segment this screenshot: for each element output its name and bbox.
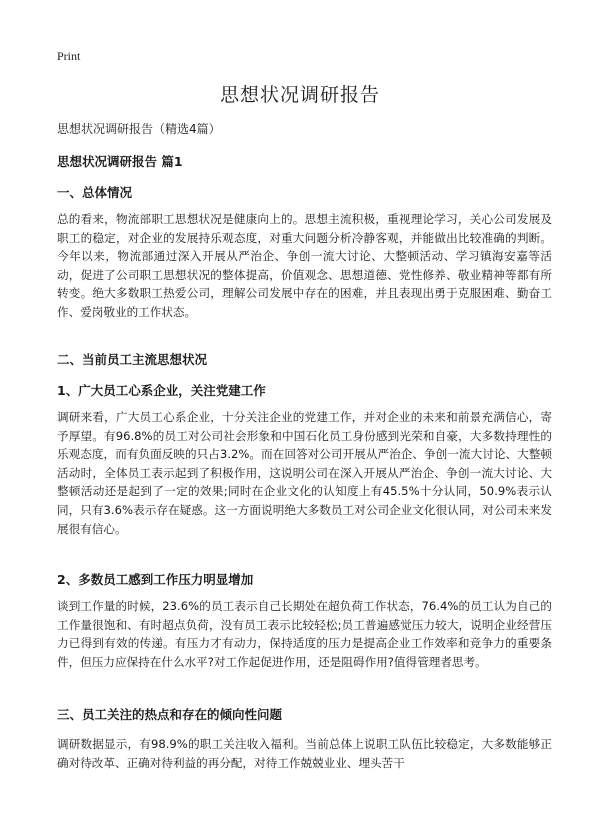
section-2-heading: 二、当前员工主流思想状况 bbox=[57, 352, 208, 367]
section-2-2-heading: 2、多数员工感到工作压力明显增加 bbox=[57, 572, 254, 587]
section-1-heading: 一、总体情况 bbox=[57, 185, 133, 200]
section-2-1-paragraph: 调研来看，广大员工心系企业，十分关注企业的党建工作，并对企业的未来和前景充满信心，寄予厚望。有96.8%的员工对公司社会形象和中国石化员工身份感到光荣和自豪，大多数持理性的乐观态度，而有负面反映的只占3.2%。而在回答对公司开展从严治企、争创一流大讨论、大整顿活动时，全体员工表示起到了积极作用，这说明公司在深入开展从严治企、争创一流大讨论、大整顿活动还是起到了一定的效果;同时在企业文化的认知度上有45.5%十分认同，50.9%表示认同，只有3.6%表示存在疑惑。这一方面说明绝大多数员工对公司企业文化很认同，对公司未来发展很有信心。 bbox=[57, 410, 552, 536]
print-link[interactable]: Print bbox=[57, 49, 81, 63]
section-1-paragraph: 总的看来，物流部职工思想状况是健康向上的。思想主流积极，重视理论学习，关心公司发展及职工的稳定，对企业的发展持乐观态度，对重大问题分析冷静客观，并能做出比较准确的判断。今年以来，物流部通过深入开展从严治企、争创一流大讨论、大整顿活动、学习镇海安嘉等活动，促进了公司职工思想状况的整体提高，价值观念、思想道德、党性修养、敬业精神等都有所转变。绝大多数职工热爱公司，理解公司发展中存在的困难，并且表现出勇于克服困难、勤奋工作、爱岗敬业的工作状态。 bbox=[57, 212, 552, 319]
document-title: 思想状况调研报告 bbox=[219, 84, 380, 106]
section-3-heading: 三、员工关注的热点和存在的倾向性问题 bbox=[57, 707, 283, 722]
article-heading: 思想状况调研报告 篇1 bbox=[57, 154, 183, 169]
section-3-paragraph: 调研数据显示，有98.9%的职工关注收入福利。当前总体上说职工队伍比较稳定，大多数能够正确对待改革、正确对待利益的再分配，对待工作兢兢业业、埋头苦干 bbox=[57, 737, 552, 770]
section-2-2-paragraph: 谈到工作量的时候，23.6%的员工表示自己长期处在超负荷工作状态，76.4%的员工认为自己的工作量很饱和、有时超点负荷，没有员工表示比较轻松;员工普遍感觉压力较大，说明企业经营压力已得到有效的传递。有压力才有动力，保持适度的压力是提高企业工作效率和竞争力的重要条件，但压力应保持在什么水平?对工作起促进作用，还是阻碍作用?值得管理者思考。 bbox=[57, 599, 552, 669]
section-2-1-heading: 1、广大员工心系企业，关注党建工作 bbox=[57, 383, 266, 398]
document-subtitle: 思想状况调研报告（精选4篇） bbox=[57, 122, 221, 136]
